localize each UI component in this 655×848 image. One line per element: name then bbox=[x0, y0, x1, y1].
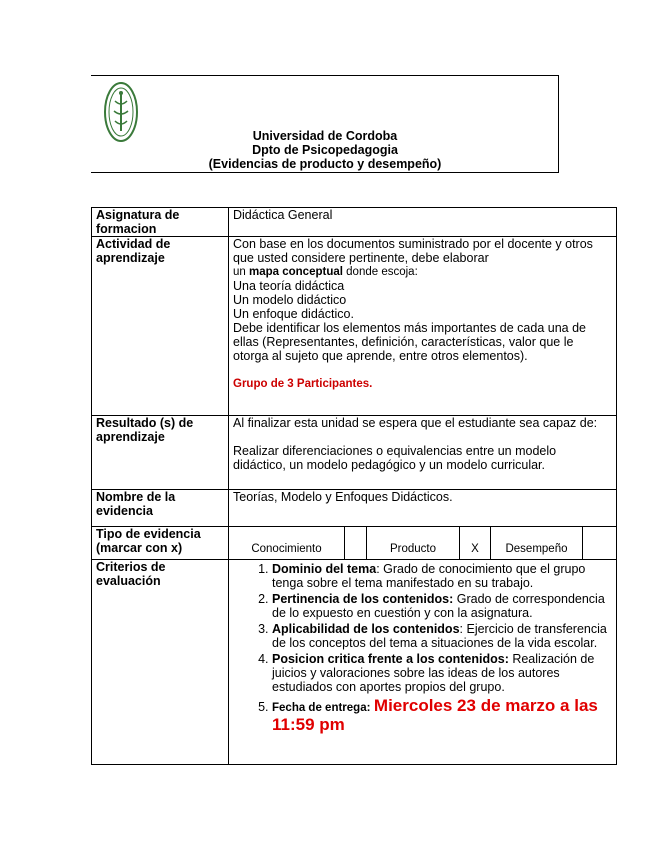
document-header bbox=[91, 75, 559, 173]
deadline-value: Miercoles 23 de marzo a las 11:59 pm bbox=[272, 696, 598, 734]
type-desempeno-mark[interactable] bbox=[583, 527, 617, 559]
criterios-value bbox=[229, 560, 617, 765]
department-name: Dpto de Psicopedagogia bbox=[252, 143, 398, 157]
type-desempeno: Desempeño bbox=[491, 527, 583, 559]
option-enfoque: Un enfoque didáctico. bbox=[233, 307, 354, 321]
row-resultado bbox=[92, 416, 617, 490]
actividad-intro: Con base en los documentos suministrado por el docente y otros que usted considere pertinente, debe elaborar bbox=[233, 237, 593, 265]
criterion-title: Dominio del tema bbox=[272, 562, 377, 576]
evidence-type-grid bbox=[229, 527, 616, 559]
criterios-label: Criterios de evaluación bbox=[92, 560, 229, 765]
criterion-text: Realización de juicios y valoraciones sobre las ideas de los autores estudiados con aportes propios del grupo. bbox=[272, 652, 595, 694]
criterion-item bbox=[272, 622, 612, 650]
evidence-table bbox=[91, 207, 617, 765]
criteria-list bbox=[233, 562, 612, 734]
option-modelo: Un modelo didáctico bbox=[233, 293, 347, 307]
row-nombre bbox=[92, 490, 617, 527]
university-name: Universidad de Cordoba bbox=[252, 129, 398, 143]
group-size-note: Grupo de 3 Participantes. bbox=[233, 378, 373, 390]
row-tipo bbox=[92, 527, 617, 560]
criterion-title: Posicion critica frente a los contenidos: bbox=[272, 652, 509, 666]
mapa-conceptual-text: mapa conceptual bbox=[249, 266, 343, 278]
criterion-title: Aplicabilidad de los contenidos bbox=[272, 622, 460, 636]
criterion-item bbox=[272, 652, 612, 694]
criterion-text: : Grado de conocimiento que el grupo tenga sobre el tema manifestado en su trabajo. bbox=[272, 562, 586, 590]
row-asignatura bbox=[92, 208, 617, 237]
tipo-value bbox=[229, 527, 617, 560]
resultado-detail: Realizar diferenciaciones o equivalencias entre un modelo didáctico, un modelo pedagógico y un modelo curricular. bbox=[233, 444, 557, 472]
resultado-label: Resultado (s) de aprendizaje bbox=[92, 416, 229, 490]
actividad-intro-pre: un bbox=[233, 266, 249, 278]
criterion-deadline bbox=[272, 696, 612, 734]
criterion-text: Grado de correspondencia de lo expuesto en cuestión y con la asignatura. bbox=[272, 592, 605, 620]
row-criterios bbox=[92, 560, 617, 765]
actividad-instructions: Debe identificar los elementos más importantes de cada una de ellas (Representantes, definición, características, valor que le otorga al sujeto que aprende, entre otros elementos). bbox=[233, 321, 586, 363]
header-title-block bbox=[91, 129, 559, 171]
type-conocimiento-mark[interactable] bbox=[345, 527, 367, 559]
criterion-item bbox=[272, 592, 612, 620]
resultado-intro: Al finalizar esta unidad se espera que el estudiante sea capaz de: bbox=[233, 416, 598, 430]
criterion-title: Pertinencia de los contenidos: bbox=[272, 592, 454, 606]
deadline-label: Fecha de entrega: bbox=[272, 702, 371, 714]
actividad-label: Actividad de aprendizaje bbox=[92, 237, 229, 416]
option-teoria: Una teoría didáctica bbox=[233, 279, 345, 293]
tipo-label: Tipo de evidencia (marcar con x) bbox=[92, 527, 229, 560]
asignatura-value: Didáctica General bbox=[229, 208, 617, 237]
type-producto-mark[interactable]: X bbox=[460, 527, 491, 559]
nombre-value: Teorías, Modelo y Enfoques Didácticos. bbox=[229, 490, 617, 527]
actividad-value bbox=[229, 237, 617, 416]
criterion-text: : Ejercicio de transferencia de los conceptos del tema a situaciones de la vida escolar. bbox=[272, 622, 607, 650]
type-producto: Producto bbox=[367, 527, 460, 559]
resultado-value bbox=[229, 416, 617, 490]
document-subtitle: (Evidencias de producto y desempeño) bbox=[208, 157, 442, 171]
type-conocimiento: Conocimiento bbox=[229, 527, 345, 559]
actividad-intro-2 bbox=[233, 265, 612, 279]
asignatura-label: Asignatura de formacion bbox=[92, 208, 229, 237]
actividad-intro-post: donde escoja: bbox=[342, 266, 418, 278]
row-actividad bbox=[92, 237, 617, 416]
criterion-item bbox=[272, 562, 612, 590]
nombre-label: Nombre de la evidencia bbox=[92, 490, 229, 527]
